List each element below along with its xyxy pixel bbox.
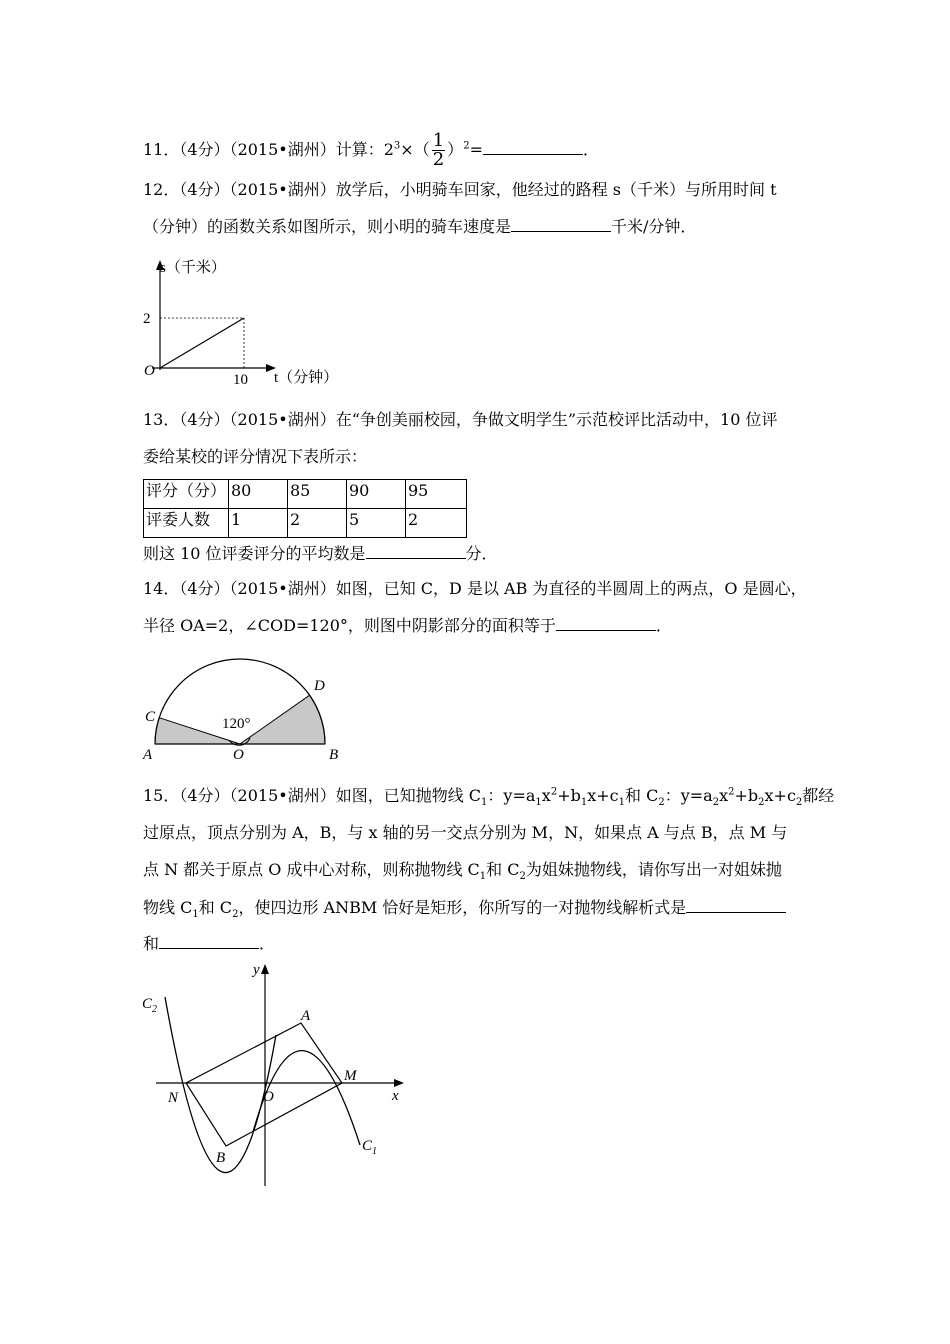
q15-text: x	[541, 786, 551, 805]
table-row	[144, 480, 467, 509]
q15-text: 和 C	[624, 786, 659, 805]
q13-line2: 委给某校的评分情况下表所示：	[143, 447, 368, 466]
q15-text: 为姐妹抛物线，请你写出一对姐妹抛	[525, 860, 782, 879]
q14-label-o: O	[233, 747, 244, 763]
table-cell: 1	[229, 509, 288, 538]
q14-label-d: D	[314, 678, 325, 694]
q15-text: x+c	[587, 786, 619, 805]
q15-sub: 1	[479, 871, 487, 883]
q15-text: +b	[734, 786, 759, 805]
q15-label-b: B	[216, 1150, 226, 1166]
q13-answer-blank[interactable]	[366, 544, 466, 559]
q15-label-c2	[142, 996, 157, 1015]
table-cell: 90	[347, 480, 406, 509]
q11-number: 11．	[143, 140, 180, 159]
q11-frac-den: 2	[432, 149, 445, 170]
q11-base: 2	[383, 140, 394, 159]
q15-sub: 2	[712, 797, 720, 809]
q12-graph	[140, 258, 340, 388]
q11-times: ×（	[400, 140, 430, 159]
table-cell: 5	[347, 509, 406, 538]
q15-text: ：y=a	[487, 786, 536, 805]
q12-line1: 12．（4分）（2015•湖州）放学后，小明骑车回家，他经过的路程 s（千米）与所用时间 t	[143, 180, 777, 199]
q15-text: ，使四边形 ANBM 恰好是矩形，你所写的一对抛物线解析式是	[238, 898, 687, 917]
q15-x-arrow	[394, 1079, 404, 1087]
q15-rectangle-anbm	[186, 1023, 342, 1146]
q12-x-tick: 10	[233, 372, 248, 388]
q12-x-label: t（分钟）	[274, 370, 339, 386]
q11-source: （2015•湖州）计算：	[229, 140, 384, 159]
q15-sub: 2	[758, 797, 765, 809]
q15-line1	[143, 786, 835, 809]
q11-close: ）	[447, 140, 464, 159]
q15-label-o: O	[263, 1089, 274, 1105]
q12-line2-end: 千米/分钟．	[611, 217, 697, 236]
q15-text: 15．（4分）（2015•湖州）如图，已知抛物线 C	[143, 786, 482, 805]
table-cell: 2	[288, 509, 347, 538]
q15-text: x	[719, 786, 729, 805]
q14-label-a: A	[143, 747, 153, 763]
table-row	[144, 509, 467, 538]
q15-line2: 过原点，顶点分别为 A，B，与 x 轴的另一交点分别为 M，N，如果点 A 与点 B，点 M 与	[143, 823, 788, 842]
q15-text: 都经	[802, 786, 835, 805]
q15-label-c2-sub: 2	[152, 1004, 158, 1015]
q13-line1: 13．（4分）（2015•湖州）在“争创美丽校园，争做文明学生”示范校评比活动中，10 位评	[143, 410, 778, 429]
q15-label-c2-letter: C	[142, 996, 153, 1012]
q15-curve-c2	[165, 997, 276, 1173]
q11-score: （4分）	[179, 140, 230, 159]
q11-fraction	[432, 132, 445, 169]
q12-origin: O	[144, 363, 155, 379]
q13-line3-end: 分．	[465, 544, 498, 563]
q15-text: 和 C	[198, 898, 233, 917]
table-cell: 2	[406, 509, 467, 538]
q15-answer-blank-1[interactable]	[686, 898, 786, 913]
q15-label-m: M	[344, 1068, 357, 1084]
question-11	[143, 132, 599, 169]
q15-label-c1-sub: 1	[372, 1146, 378, 1157]
q15-label-y: y	[253, 962, 260, 978]
q14-answer-blank[interactable]	[556, 616, 656, 631]
q15-sub: 1	[618, 797, 625, 809]
table-cell: 95	[406, 480, 467, 509]
q11-exp: 3	[393, 140, 401, 152]
q14-line2	[143, 616, 672, 636]
q15-text: 点 N 都关于原点 O 成中心对称，则称抛物线 C	[143, 860, 480, 879]
q15-answer-blank-2[interactable]	[159, 934, 259, 949]
q15-label-n: N	[168, 1090, 179, 1106]
q15-text: 和	[143, 934, 160, 953]
q15-text: 物线 C	[143, 898, 193, 917]
q15-label-x: x	[392, 1088, 399, 1104]
q15-text: 和 C	[486, 860, 520, 879]
q11-end: ．	[582, 140, 599, 159]
table-cell: 80	[229, 480, 288, 509]
q14-line2-text: 半径 OA=2，∠COD=120°，则图中阴影部分的面积等于	[143, 616, 556, 635]
q15-figure	[138, 960, 408, 1190]
q12-line2-text: （分钟）的函数关系如图所示，则小明的骑车速度是	[143, 217, 512, 236]
q12-y-tick: 2	[143, 311, 151, 327]
q11-frac-num: 1	[432, 130, 445, 151]
q15-text: x+c	[764, 786, 796, 805]
q15-sub: 2	[658, 797, 665, 809]
q14-label-c: C	[145, 709, 156, 725]
q12-answer-blank[interactable]	[511, 217, 611, 232]
q14-angle-label: 120°	[222, 716, 251, 732]
q15-sub: 2	[519, 871, 526, 883]
table-cell: 85	[288, 480, 347, 509]
q15-text: ．	[259, 934, 276, 953]
q15-line3	[143, 860, 782, 883]
q13-line3-text: 则这 10 位评委评分的平均数是	[143, 544, 366, 563]
q13-score-table	[143, 479, 467, 538]
q12-line2	[143, 217, 696, 237]
q15-line5	[143, 934, 275, 954]
q14-figure	[140, 658, 350, 768]
q14-line2-end: ．	[655, 616, 672, 635]
q11-answer-blank[interactable]	[483, 140, 583, 155]
q15-sub: 2	[795, 797, 803, 809]
q15-line4	[143, 898, 786, 921]
q15-sup: 2	[728, 786, 735, 798]
q15-sub: 1	[580, 797, 588, 809]
q15-text: +b	[557, 786, 581, 805]
q15-sub: 2	[232, 909, 239, 921]
q15-sub: 1	[535, 797, 542, 809]
q15-label-a: A	[301, 1008, 311, 1024]
q11-eq: =	[469, 140, 483, 159]
q15-y-arrow	[261, 964, 269, 974]
q15-sub: 1	[192, 909, 199, 921]
q15-text: ：y=a	[664, 786, 713, 805]
q12-y-label: s（千米）	[160, 260, 226, 276]
q14-label-b: B	[329, 747, 339, 763]
q14-line1: 14．（4分）（2015•湖州）如图，已知 C，D 是以 AB 为直径的半圆周上的两点，O 是圆心，	[143, 579, 807, 598]
q14-shaded-right	[240, 695, 325, 744]
table-cell: 评分（分）	[144, 480, 229, 509]
q11-exp2: 2	[463, 140, 470, 152]
q13-line3	[143, 544, 498, 564]
q15-label-c1	[362, 1138, 377, 1157]
table-cell: 评委人数	[144, 509, 229, 538]
q15-sub: 1	[481, 797, 488, 809]
q15-label-c1-letter: C	[362, 1138, 373, 1154]
q12-line-segment	[160, 318, 244, 368]
q15-sup: 2	[550, 786, 558, 798]
